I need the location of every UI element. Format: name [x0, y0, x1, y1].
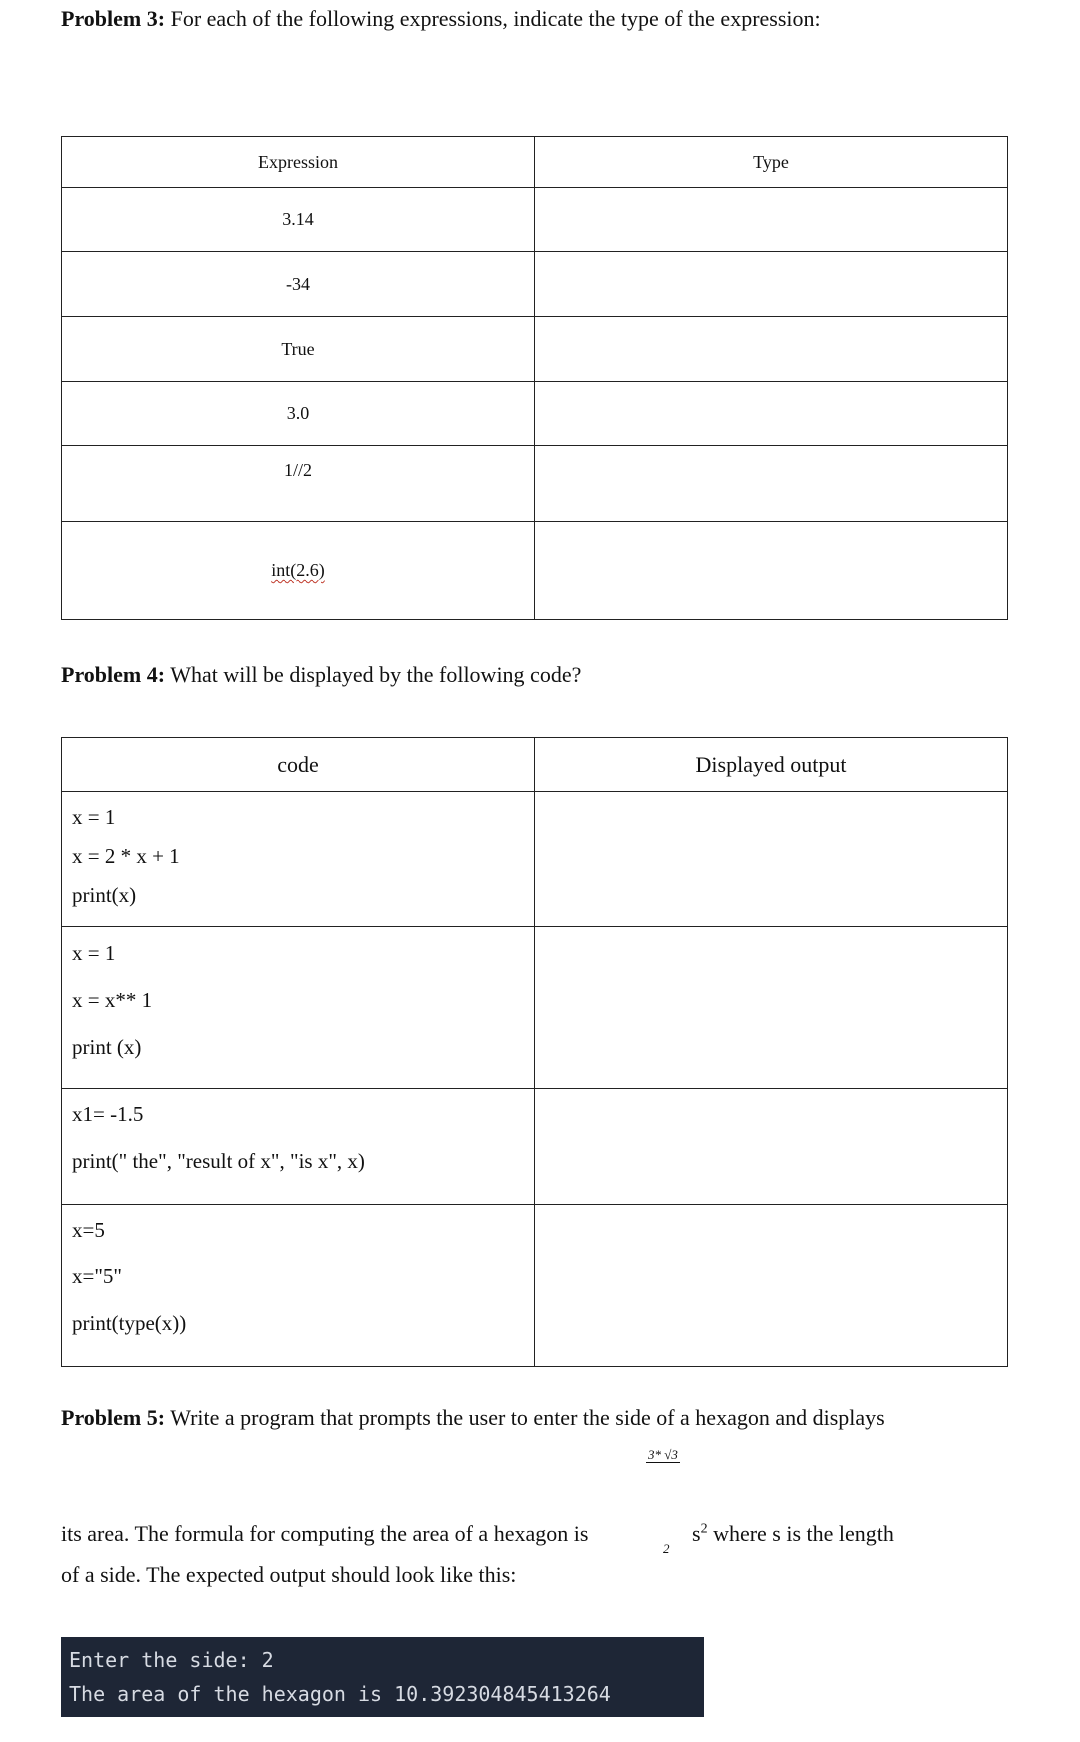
expression-cell: 3.14 [62, 188, 535, 252]
table-row [62, 382, 1008, 446]
expression-cell: -34 [62, 252, 535, 317]
problem3-heading [61, 6, 821, 32]
code-line: x1= -1.5 [72, 1102, 144, 1126]
code-line: print(type(x)) [72, 1311, 187, 1335]
type-answer-cell[interactable] [535, 382, 1008, 446]
code-cell [62, 927, 535, 1089]
problem5-text-line2: its area. The formula for computing the area of a hexagon is [61, 1521, 589, 1546]
code-line: print(" the", "result of x", "is x", x) [72, 1149, 365, 1173]
expression-header: Expression [62, 137, 535, 188]
terminal-output [61, 1637, 704, 1717]
code-line: x="5" [72, 1264, 122, 1288]
type-answer-cell[interactable] [535, 252, 1008, 317]
problem5-heading [61, 1405, 885, 1431]
output-answer-cell[interactable] [535, 1089, 1008, 1205]
problem5-text-line3: of a side. The expected output should look like this: [61, 1562, 517, 1587]
code-line: x = x** 1 [72, 988, 153, 1012]
expression-cell: 3.0 [62, 382, 535, 446]
code-cell [62, 1205, 535, 1367]
expression-text: int(2.6) [271, 560, 325, 580]
code-cell [62, 792, 535, 927]
table-header-row [62, 738, 1008, 792]
table-header-row [62, 137, 1008, 188]
type-answer-cell[interactable] [535, 317, 1008, 382]
table-row [62, 446, 1008, 522]
problem5-text-line1: Write a program that prompts the user to enter the side of a hexagon and displays [170, 1405, 885, 1430]
terminal-line: Enter the side: 2 [69, 1648, 274, 1672]
expression-cell: 1//2 [62, 446, 535, 522]
type-answer-cell[interactable] [535, 522, 1008, 620]
formula-tail [692, 1521, 894, 1547]
expression-cell [62, 522, 535, 620]
code-output-table [61, 737, 1008, 1367]
expression-type-table [61, 136, 1008, 620]
code-cell [62, 1089, 535, 1205]
table-row [62, 252, 1008, 317]
problem4-text: What will be displayed by the following code? [170, 662, 582, 687]
table-row [62, 1205, 1008, 1367]
expression-cell: True [62, 317, 535, 382]
type-answer-cell[interactable] [535, 446, 1008, 522]
code-header: code [62, 738, 535, 792]
problem3-text: For each of the following expressions, indicate the type of the expression: [170, 6, 821, 31]
code-line: x = 1 [72, 941, 116, 965]
table-row [62, 188, 1008, 252]
table-row [62, 522, 1008, 620]
terminal-line: The area of the hexagon is 10.392304845413264 [69, 1682, 611, 1706]
table-row [62, 927, 1008, 1089]
code-line: x = 1 [72, 805, 116, 829]
problem5-label: Problem 5: [61, 1405, 166, 1430]
table-row [62, 1089, 1008, 1205]
output-answer-cell[interactable] [535, 792, 1008, 927]
type-answer-cell[interactable] [535, 188, 1008, 252]
code-line: x=5 [72, 1218, 105, 1242]
problem4-label: Problem 4: [61, 662, 166, 687]
table-row [62, 317, 1008, 382]
type-header: Type [535, 137, 1008, 188]
problem3-label: Problem 3: [61, 6, 166, 31]
output-header: Displayed output [535, 738, 1008, 792]
problem5-text-after: where s is the length [713, 1521, 894, 1546]
formula-denominator: 2 [663, 1541, 670, 1556]
code-line: print (x) [72, 1035, 142, 1059]
problem4-heading [61, 662, 581, 688]
output-answer-cell[interactable] [535, 1205, 1008, 1367]
code-line: print(x) [72, 883, 137, 907]
formula-variable: s [692, 1521, 701, 1546]
formula-exponent: 2 [700, 1521, 708, 1537]
code-line: x = 2 * x + 1 [72, 844, 180, 868]
formula-numerator: 3* √3 [648, 1447, 678, 1462]
table-row [62, 792, 1008, 927]
output-answer-cell[interactable] [535, 927, 1008, 1089]
